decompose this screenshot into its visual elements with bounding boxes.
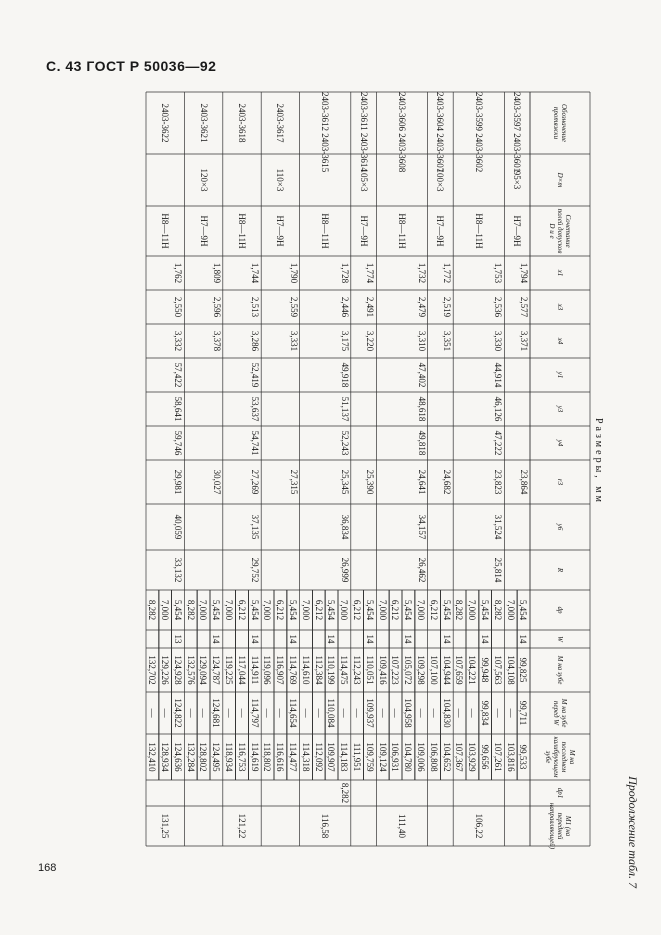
- table-cell: 1,753: [493, 262, 504, 284]
- table-cell: 118,802: [262, 742, 273, 772]
- table-cell: H7—9H: [198, 215, 209, 247]
- table-cell: 13: [172, 634, 183, 644]
- table-cell: —: [390, 708, 401, 718]
- table-cell: 23,864: [519, 469, 529, 495]
- column-header: R: [556, 567, 564, 573]
- table-cell: 103,816: [505, 742, 516, 772]
- table-cell: 6,212: [275, 599, 286, 621]
- table-cell: 30,027: [211, 469, 222, 495]
- table-cell: 52,243: [339, 430, 350, 456]
- table-cell: 2,446: [339, 296, 350, 318]
- broach-code: 2403-3618: [237, 103, 247, 143]
- table-cell: 106,22: [473, 813, 484, 839]
- table-cell: 29,981: [173, 469, 184, 495]
- table-cell: 3,220: [365, 330, 376, 352]
- table-cell: 99,948: [480, 657, 491, 683]
- table-cell: 132,410: [147, 742, 158, 772]
- table-cell: 124,787: [211, 655, 222, 685]
- table-cell: 2,596: [211, 296, 222, 318]
- table-cell: 132,702: [147, 655, 158, 685]
- column-header: M1 (на передней направляющей): [548, 802, 572, 850]
- table-cell: 51,137: [339, 396, 350, 422]
- table-cell: 34,157: [416, 514, 427, 540]
- table-cell: H8—11H: [473, 213, 484, 249]
- table-cell: 8,282: [339, 782, 350, 804]
- table-cell: 59,746: [173, 430, 184, 456]
- table-cell: 110,051: [364, 655, 375, 685]
- table-cell: H7—9H: [358, 215, 369, 247]
- table-cell: 57,422: [173, 362, 184, 388]
- column-header: r3: [556, 478, 564, 486]
- column-header: Обозначение протяжки: [552, 103, 568, 143]
- broach-code: 2403-3612 2403-3615: [320, 92, 331, 173]
- table-cell: 44,914: [493, 362, 504, 388]
- table-cell: 3,330: [493, 330, 504, 352]
- table-cell: 107,659: [454, 655, 465, 685]
- table-cell: 5,454: [441, 599, 452, 621]
- table-cell: 5,454: [518, 599, 529, 621]
- table-cell: 27,315: [288, 469, 299, 495]
- table-cell: 109,759: [364, 742, 375, 772]
- table-cell: —: [275, 708, 286, 718]
- column-header: y1: [556, 371, 564, 379]
- column-header: dp1: [556, 787, 564, 799]
- table-cell: 114,475: [339, 655, 350, 685]
- broach-code: 2403-3611 2403-3614: [358, 92, 369, 172]
- table-cell: 124,636: [172, 742, 183, 772]
- broach-code: 2403-3604 2403-3607: [435, 92, 446, 173]
- table-cell: 47,402: [416, 362, 427, 388]
- table-cell: 27,269: [250, 469, 261, 495]
- table-cell: 1,774: [365, 262, 376, 284]
- data-table: [45, 88, 620, 888]
- table-cell: H8—11H: [397, 213, 407, 249]
- table-cell: 99,656: [480, 744, 491, 770]
- table-cell: H7—9H: [275, 215, 286, 247]
- table-cell: 118,934: [224, 742, 235, 772]
- table-cell: 107,563: [492, 655, 503, 685]
- table-cell: —: [467, 708, 478, 718]
- column-header: x3: [556, 303, 564, 311]
- size-label: 100×3: [435, 168, 446, 192]
- table-cell: 14: [211, 634, 222, 644]
- table-cell: 99,834: [480, 700, 491, 726]
- table-cell: 104,944: [441, 655, 452, 685]
- table-cell: 14: [441, 634, 452, 644]
- table-cell: 8,282: [185, 599, 196, 621]
- table-cell: 14: [518, 634, 529, 644]
- table-cell: 7,000: [339, 599, 350, 621]
- size-label: 95×3: [512, 170, 523, 190]
- table-cell: 124,822: [172, 698, 183, 728]
- table-cell: —: [313, 708, 324, 718]
- table-cell: —: [185, 708, 196, 718]
- table-cell: —: [198, 708, 209, 718]
- table-cell: 1,732: [416, 262, 427, 284]
- table-cell: 1,728: [339, 262, 350, 284]
- table-cell: 48,618: [416, 396, 427, 422]
- column-header: M на зубе: [556, 655, 564, 685]
- table-cell: —: [160, 708, 171, 718]
- size-label: 105×3: [358, 168, 369, 192]
- table-cell: 31,524: [493, 514, 504, 540]
- table-cell: 109,907: [326, 742, 337, 772]
- table-cell: 109,937: [364, 698, 375, 728]
- table-cell: 105,072: [403, 655, 414, 685]
- table-cell: 2,513: [250, 296, 261, 318]
- table-cell: 119,096: [262, 655, 273, 685]
- table-cell: 33,132: [173, 557, 184, 583]
- broach-code: 2403-3606 2403-3608: [397, 92, 407, 173]
- table-cell: 107,100: [428, 655, 439, 685]
- column-header: y3: [556, 405, 564, 413]
- column-header: y6: [556, 523, 564, 531]
- column-header: dp: [556, 606, 564, 614]
- table-cell: 114,911: [249, 655, 260, 685]
- table-cell: 5,454: [364, 599, 375, 621]
- table-cell: 7,000: [262, 599, 273, 621]
- table-cell: 7,000: [505, 599, 516, 621]
- table-cell: 128,934: [160, 742, 171, 772]
- table-cell: —: [505, 708, 516, 718]
- table-cell: 25,814: [493, 557, 504, 583]
- table-cell: 8,282: [454, 599, 465, 621]
- table-cell: 110,199: [326, 655, 337, 685]
- table-cell: 26,999: [339, 557, 350, 583]
- table-cell: 2,550: [173, 296, 184, 318]
- table-cell: H8—11H: [320, 213, 331, 249]
- table-cell: 29,752: [250, 557, 261, 583]
- table-cell: 6,212: [390, 599, 401, 621]
- size-label: 110×3: [275, 168, 286, 192]
- table-cell: 3,286: [250, 330, 261, 352]
- table-cell: 14: [288, 634, 299, 644]
- column-header: y4: [556, 439, 564, 447]
- table-cell: 109,298: [416, 655, 427, 685]
- column-header: Сочетание полей допусков D и e: [548, 208, 572, 254]
- table-cell: 116,753: [236, 742, 247, 772]
- table-cell: —: [147, 708, 158, 718]
- table-cell: 107,261: [492, 742, 503, 772]
- table-cell: 7,000: [160, 599, 171, 621]
- table-cell: 5,454: [211, 599, 222, 621]
- page-header: С. 43 ГОСТ Р 50036—92: [46, 58, 217, 74]
- table-cell: 129,226: [160, 655, 171, 685]
- table-cell: 5,454: [288, 599, 299, 621]
- table-cell: 23,823: [493, 469, 504, 495]
- table-cell: 109,006: [416, 742, 427, 772]
- column-header: D×m: [556, 172, 564, 188]
- table-cell: 116,616: [275, 742, 286, 772]
- table-cell: 24,682: [442, 469, 453, 495]
- table-cell: —: [236, 708, 247, 718]
- table-cell: 99,825: [518, 657, 529, 683]
- table-cell: 116,58: [320, 813, 331, 839]
- table-cell: 3,332: [173, 330, 184, 352]
- broach-code: 2403-3597 2403-3601: [512, 92, 523, 173]
- table-cell: 1,772: [442, 262, 453, 284]
- table-cell: 104,958: [403, 698, 414, 728]
- table-cell: 1,762: [173, 262, 184, 284]
- table-cell: 114,797: [249, 698, 260, 728]
- table-cell: 114,318: [300, 742, 311, 772]
- page-number: 168: [38, 862, 57, 874]
- table-cell: 2,519: [442, 296, 453, 318]
- table-cell: 5,454: [326, 599, 337, 621]
- table-cell: 114,183: [339, 742, 350, 772]
- table-cell: 132,576: [185, 655, 196, 685]
- table-cell: 114,619: [249, 742, 260, 772]
- table-cell: 104,830: [441, 698, 452, 728]
- table-cell: 132,284: [185, 742, 196, 772]
- table-cell: 7,000: [467, 599, 478, 621]
- table-cell: 2,559: [288, 296, 299, 318]
- table-cell: 53,637: [250, 396, 261, 422]
- table-cell: H8—11H: [160, 213, 171, 249]
- table-cell: 131,25: [160, 813, 171, 839]
- table-cell: 3,331: [288, 330, 299, 352]
- table-cell: 1,790: [288, 262, 299, 284]
- table-cell: 3,310: [416, 330, 427, 352]
- table-cell: —: [492, 708, 503, 718]
- table-cell: 6,212: [236, 599, 247, 621]
- table-cell: 46,126: [493, 396, 504, 422]
- table-cell: 49,818: [416, 430, 427, 456]
- table-cell: 128,802: [198, 742, 209, 772]
- table-cell: 14: [249, 634, 260, 644]
- table-cell: 3,371: [519, 330, 529, 352]
- column-header: x4: [556, 337, 564, 345]
- table-cell: 25,390: [365, 469, 376, 495]
- table-cell: 8,282: [492, 599, 503, 621]
- table-cell: 14: [326, 634, 337, 644]
- table-cell: 7,000: [377, 599, 388, 621]
- table-cell: 124,681: [211, 698, 222, 728]
- table-cell: 129,094: [198, 655, 209, 685]
- table-cell: 99,533: [518, 744, 529, 770]
- table-cell: 1,809: [211, 262, 222, 284]
- table-cell: 114,769: [288, 655, 299, 685]
- table-cell: 7,000: [416, 599, 427, 621]
- table-cell: 117,044: [236, 655, 247, 685]
- table-cell: 111,40: [397, 813, 407, 839]
- table-cell: 104,780: [403, 742, 414, 772]
- column-header: M на зубе перед W: [552, 698, 568, 728]
- table-cell: 124,495: [211, 742, 222, 772]
- broach-code: 2403-3599 2403-3602: [473, 92, 484, 173]
- table-cell: 114,654: [288, 698, 299, 728]
- table-cell: 124,928: [172, 655, 183, 685]
- table-cell: 25,345: [339, 469, 350, 495]
- table-cell: 5,454: [249, 599, 260, 621]
- table-cell: H7—9H: [512, 215, 523, 247]
- broach-code: 2403-3622: [160, 103, 171, 143]
- table-cell: 47,222: [493, 430, 504, 456]
- table-cell: 114,610: [300, 655, 311, 685]
- table-cell: 99,711: [518, 700, 529, 726]
- table-cell: 2,577: [519, 296, 529, 318]
- table-cell: 109,124: [377, 742, 388, 772]
- table-cell: 6,212: [313, 599, 324, 621]
- table-cell: 5,454: [172, 599, 183, 621]
- table-cell: —: [352, 708, 363, 718]
- column-header: x1: [556, 269, 564, 277]
- table-cell: 52,419: [250, 362, 261, 388]
- table-cell: —: [377, 708, 388, 718]
- table-cell: 119,225: [224, 655, 235, 685]
- table-cell: 49,918: [339, 362, 350, 388]
- table-cell: 26,462: [416, 557, 427, 583]
- table-cell: 7,000: [198, 599, 209, 621]
- table-cell: —: [262, 708, 273, 718]
- table-cell: 14: [480, 634, 491, 644]
- table-cell: 112,384: [313, 655, 324, 685]
- table-cell: —: [428, 708, 439, 718]
- table-cell: 3,351: [442, 330, 453, 352]
- table-cell: —: [224, 708, 235, 718]
- table-cell: 121,22: [237, 813, 247, 839]
- table-cell: 6,212: [428, 599, 439, 621]
- table-cell: 40,059: [173, 514, 184, 540]
- table-cell: 112,092: [313, 742, 324, 772]
- size-label: 120×3: [198, 168, 209, 192]
- table-cell: 104,652: [441, 742, 452, 772]
- broach-code: 2403-3617: [275, 103, 286, 143]
- table-cell: 6,212: [352, 599, 363, 621]
- table-cell: 3,175: [339, 330, 350, 352]
- table-cell: 24,641: [416, 469, 427, 495]
- broach-code: 2403-3621: [198, 103, 209, 143]
- column-header: M на последнем калибрующем зубе: [544, 736, 576, 778]
- table-cell: 58,641: [173, 396, 184, 422]
- table-cell: —: [416, 708, 427, 718]
- table-cell: 3,378: [211, 330, 222, 352]
- table-cell: H7—9H: [435, 215, 446, 247]
- table-cell: 107,223: [390, 655, 401, 685]
- table-cell: 110,084: [326, 698, 337, 728]
- table-cell: 114,477: [288, 742, 299, 772]
- table-cell: 14: [403, 634, 414, 644]
- table-cell: 104,108: [505, 655, 516, 685]
- table-cell: 5,454: [480, 599, 491, 621]
- table-cell: 36,834: [339, 514, 350, 540]
- dimensions-caption: Размеры, мм: [593, 418, 604, 505]
- table-cell: 1,744: [250, 262, 261, 284]
- column-header: W: [556, 636, 564, 642]
- table-cell: —: [300, 708, 311, 718]
- continuation-caption: Продолжение табл. 7: [626, 776, 640, 888]
- table-cell: 116,907: [275, 655, 286, 685]
- table-cell: 2,536: [493, 296, 504, 318]
- table-cell: 14: [364, 634, 375, 644]
- table-cell: 8,282: [147, 599, 158, 621]
- table-cell: —: [339, 708, 350, 718]
- table-cell: 106,931: [390, 742, 401, 772]
- table-cell: 2,479: [416, 296, 427, 318]
- table-cell: 109,416: [377, 655, 388, 685]
- table-cell: H8—11H: [237, 213, 247, 249]
- table-cell: 5,454: [403, 599, 414, 621]
- table-cell: 7,000: [300, 599, 311, 621]
- table-cell: 1,794: [519, 262, 529, 284]
- rotated-table-area: [45, 88, 640, 888]
- table-cell: 2,491: [365, 296, 376, 318]
- table-cell: 7,000: [224, 599, 235, 621]
- table-cell: 37,135: [250, 514, 261, 540]
- table-cell: —: [454, 708, 465, 718]
- table-cell: 104,221: [467, 655, 478, 685]
- table-cell: 107,367: [454, 742, 465, 772]
- table-cell: 112,243: [352, 655, 363, 685]
- table-cell: 106,808: [428, 742, 439, 772]
- table-cell: 54,741: [250, 430, 261, 456]
- table-cell: 103,929: [467, 742, 478, 772]
- table-cell: 111,951: [352, 742, 363, 772]
